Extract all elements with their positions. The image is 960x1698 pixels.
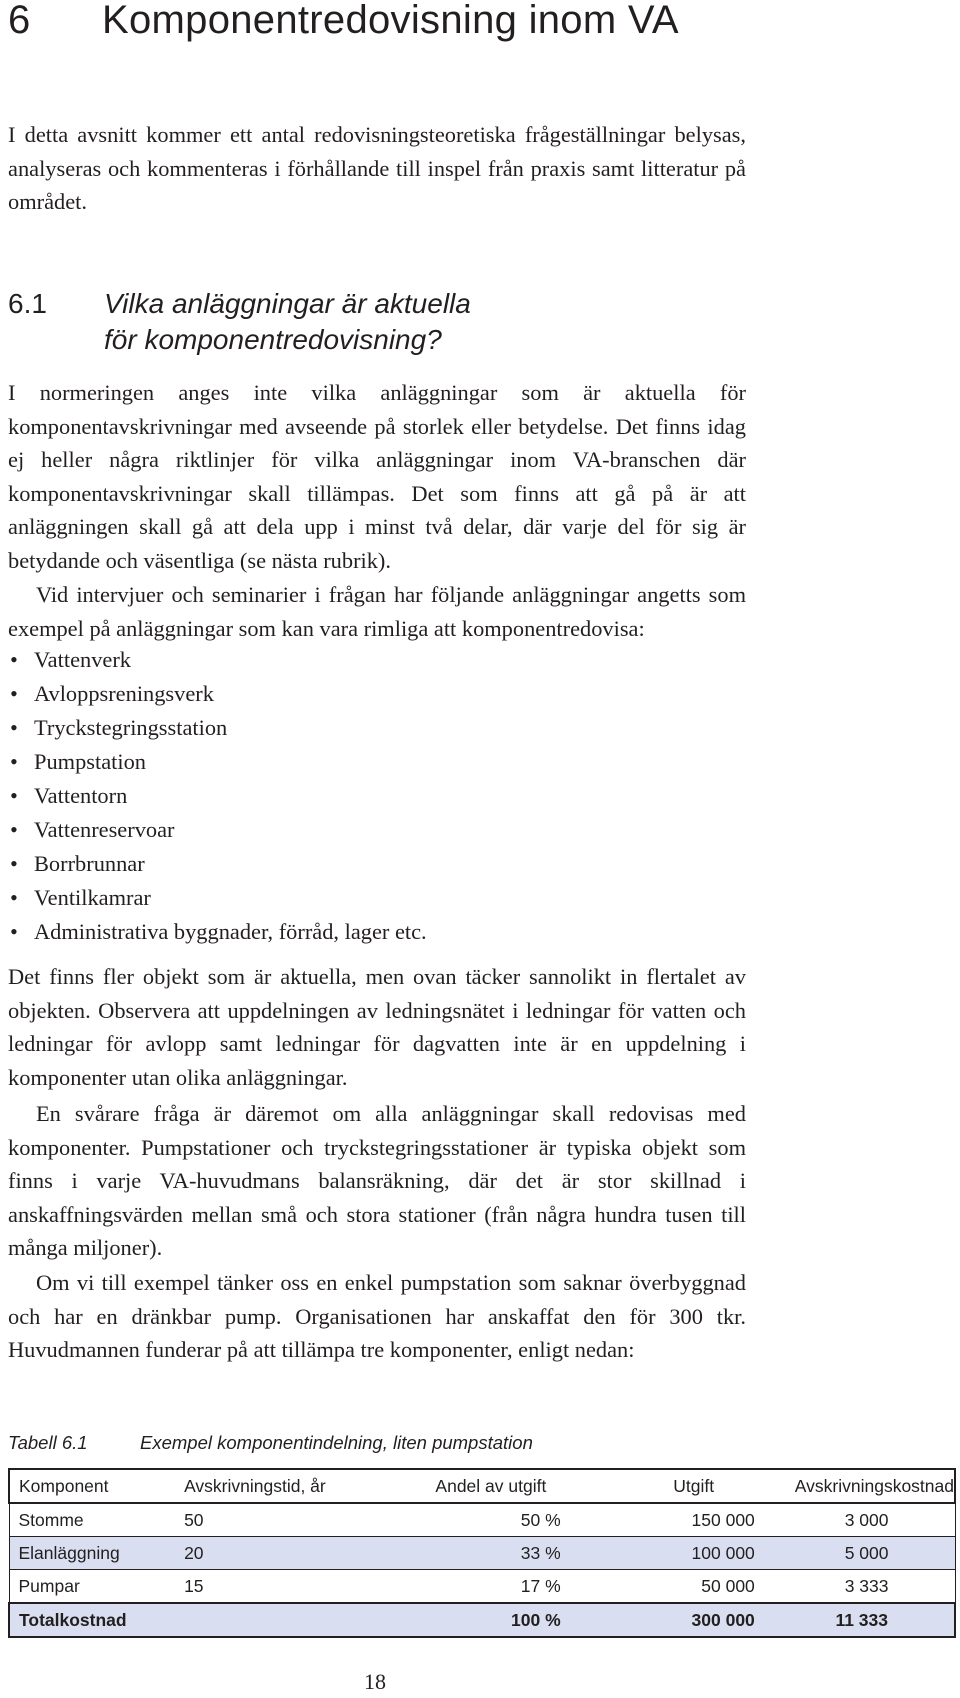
table-caption — [8, 1432, 533, 1454]
list-item: • Administrativa byggnader, förråd, lager etc. — [8, 915, 427, 949]
chapter-number: 6 — [8, 0, 31, 42]
list-item: • Vattenreservoar — [8, 813, 427, 847]
list-item: • Tryckstegringsstation — [8, 711, 427, 745]
list-item: • Pumpstation — [8, 745, 427, 779]
table-cell: 100 % — [389, 1603, 593, 1637]
table-cell: 50 — [176, 1503, 389, 1537]
paragraph-3: Det finns fler objekt som är aktuella, men ovan täcker sannolikt in flertalet av objekten. Observera att uppdelningen av ledningsnätet i ledningar för vatten och ledningar för avlopp samt ledningar för dagvatten inte är en uppdelning i komponenter utan olika anläggningar. — [8, 964, 746, 1090]
list-item: • Avloppsreningsverk — [8, 677, 427, 711]
bullet-icon: • — [10, 647, 18, 672]
table-cell: Pumpar — [9, 1570, 176, 1604]
table-cell: 50 000 — [593, 1570, 795, 1604]
paragraph-5: Om vi till exempel tänker oss en enkel pumpstation som saknar överbyggnad och har en dränkbar pump. Organisationen har anskaffat den för 300 tkr. Huvudmannen funderar på att tillämpa tre komponenter, enligt nedan: — [8, 1270, 746, 1362]
bullet-icon: • — [10, 817, 18, 842]
table-header-row — [9, 1469, 955, 1503]
table-row — [9, 1503, 955, 1537]
bullet-icon: • — [10, 885, 18, 910]
section-number: 6.1 — [8, 288, 47, 319]
table-cell: 20 — [176, 1537, 389, 1570]
table-row — [9, 1537, 955, 1570]
table-cell: 50 % — [389, 1503, 593, 1537]
column-header: Utgift — [593, 1469, 795, 1503]
paragraph-2: Vid intervjuer och seminarier i frågan har följande anläggningar angetts som exempel på anläggningar som kan vara rimliga att komponentredovisa: — [8, 582, 746, 641]
table-cell: 17 % — [389, 1570, 593, 1604]
bullet-icon: • — [10, 851, 18, 876]
table-cell: 3 000 — [795, 1503, 955, 1537]
paragraph-4: En svårare fråga är däremot om alla anläggningar skall redovisas med komponenter. Pumpstationer och tryckstegringsstationer är typiska objekt som finns i varje VA-huvudmans balansräkning, där det är stor skillnad i anskaffningsvärden mellan små och stora stationer (från några hundra tusen till många miljoner). — [8, 1101, 746, 1260]
list-item: • Vattenverk — [8, 643, 427, 677]
table-cell: Elanläggning — [9, 1537, 176, 1570]
bullet-icon: • — [10, 749, 18, 774]
section-title-line2: för komponentredovisning? — [104, 324, 442, 355]
section-heading — [8, 286, 471, 358]
chapter-title — [8, 0, 679, 43]
table-cell: 11 333 — [795, 1603, 955, 1637]
bullet-icon: • — [10, 783, 18, 808]
list-item: • Borrbrunnar — [8, 847, 427, 881]
table-cell: Stomme — [9, 1503, 176, 1537]
component-table — [8, 1468, 956, 1638]
table-cell: 3 333 — [795, 1570, 955, 1604]
table-cell: 15 — [176, 1570, 389, 1604]
bullet-icon: • — [10, 681, 18, 706]
page-number: 18 — [364, 1669, 386, 1694]
list-item: • Vattentorn — [8, 779, 427, 813]
table-total-row — [9, 1603, 955, 1637]
column-header: Komponent — [9, 1469, 176, 1503]
chapter-title-text: Komponentredovisning inom VA — [102, 0, 679, 42]
paragraph-1: I normeringen anges inte vilka anläggningar som är aktuella för komponentavskrivningar med avseende på storlek eller betydelse. Det finns idag ej heller några riktlinjer för vilka anläggningar inom VA-branschen där komponentavskrivningar skall tillämpas. Det som finns att gå på är att anläggningen skall gå att dela upp i minst två delar, där varje del för sig är betydande och väsentliga (se nästa rubrik). — [8, 380, 746, 573]
table-cell: 300 000 — [593, 1603, 795, 1637]
column-header: Andel av utgift — [389, 1469, 593, 1503]
table-caption-text: Exempel komponentindelning, liten pumpstation — [140, 1432, 533, 1453]
column-header: Avskrivningstid, år — [176, 1469, 389, 1503]
list-item: • Ventilkamrar — [8, 881, 427, 915]
column-header: Avskrivningskostnad — [795, 1469, 955, 1503]
table-cell: 100 000 — [593, 1537, 795, 1570]
bullet-icon: • — [10, 919, 18, 944]
table-cell — [176, 1603, 389, 1637]
table-cell: 150 000 — [593, 1503, 795, 1537]
table-label: Tabell 6.1 — [8, 1432, 88, 1453]
table-row — [9, 1570, 955, 1604]
section-title-line1: Vilka anläggningar är aktuella — [104, 288, 471, 319]
facility-list — [8, 643, 427, 949]
bullet-icon: • — [10, 715, 18, 740]
table-cell: 33 % — [389, 1537, 593, 1570]
table-cell: Totalkostnad — [9, 1603, 176, 1637]
table-cell: 5 000 — [795, 1537, 955, 1570]
intro-paragraph: I detta avsnitt kommer ett antal redovisningsteoretiska frågeställningar belysas, analyseras och kommenteras i förhållande till inspel från praxis samt litteratur på området. — [8, 122, 746, 214]
